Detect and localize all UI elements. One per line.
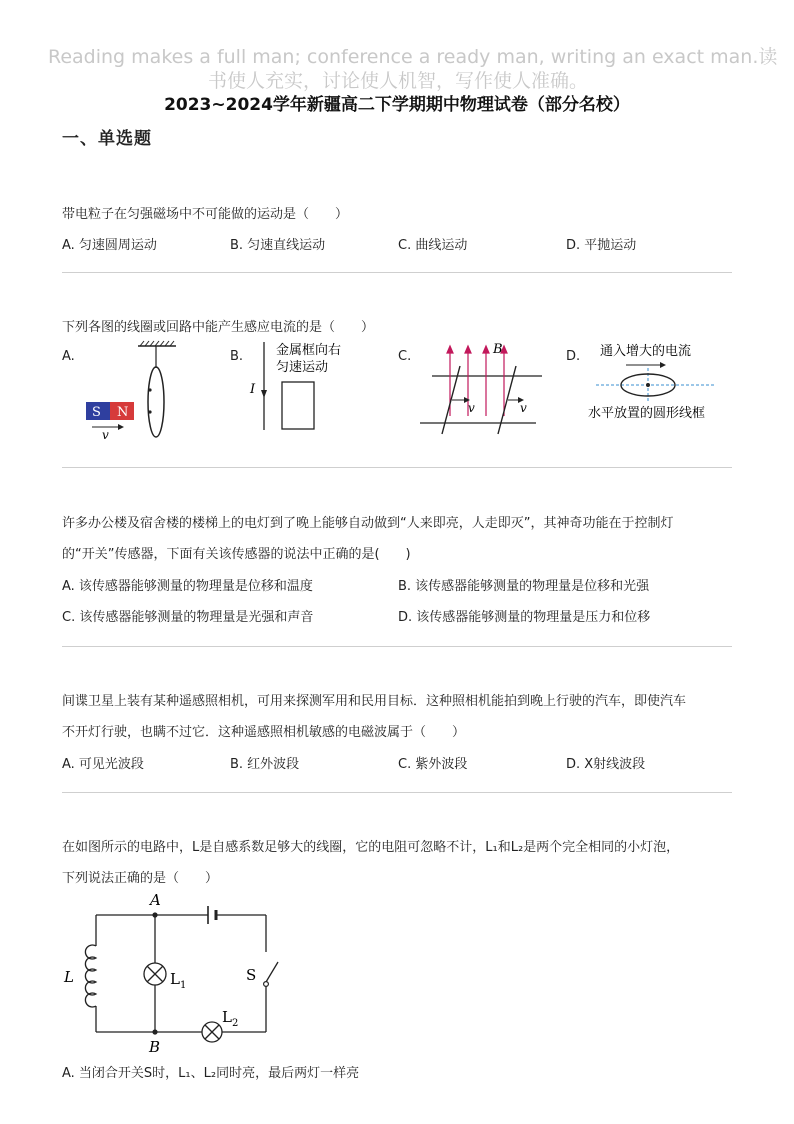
q1-option-a[interactable]: A. 匀速圆周运动	[62, 238, 157, 253]
q2-figure-b	[246, 340, 366, 435]
q3-option-c[interactable]: C. 该传感器能够测量的物理量是光强和声音	[62, 610, 314, 625]
page-title: 2023~2024学年新疆高二下学期期中物理试卷（部分名校）	[164, 95, 630, 115]
q4-stem-line-2: 不开灯行驶，也瞒不过它．这种遥感照相机敏感的电磁波属于（ ）	[62, 725, 466, 740]
q4-stem-line-1: 间谍卫星上装有某种遥感照相机，可用来探测军用和民用目标．这种照相机能拍到晚上行驶的汽车，即使汽车	[62, 694, 687, 709]
switch-s-label: S	[246, 966, 257, 984]
divider	[62, 792, 732, 793]
divider	[62, 272, 732, 273]
q4-option-d[interactable]: D. X射线波段	[566, 757, 646, 772]
q4-option-a[interactable]: A. 可见光波段	[62, 757, 144, 772]
q5-stem-line-2: 下列说法正确的是（ ）	[62, 871, 219, 886]
q5-option-a[interactable]: A. 当闭合开关S时，L₁、L₂同时亮，最后两灯一样亮	[62, 1066, 360, 1081]
q1-option-d[interactable]: D. 平抛运动	[566, 238, 637, 253]
lamp-l2-label: L	[222, 1008, 232, 1026]
q1-stem: 带电粒子在匀强磁场中不可能做的运动是（ ）	[62, 207, 349, 222]
q3-option-d[interactable]: D. 该传感器能够测量的物理量是压力和位移	[398, 610, 651, 625]
watermark-line-1: Reading makes a full man; conference a ready man, writing an exact man.读	[48, 46, 778, 68]
q3-option-b[interactable]: B. 该传感器能够测量的物理量是位移和光强	[398, 579, 650, 594]
fig-d-top-text: 通入增大的电流	[600, 344, 692, 359]
q2-stem: 下列各图的线圈或回路中能产生感应电流的是（ ）	[62, 320, 375, 335]
q2-figure-c	[416, 338, 546, 438]
q4-option-c[interactable]: C. 紫外波段	[398, 757, 468, 772]
magnet-n-label: N	[117, 405, 129, 420]
q2-option-b[interactable]: B.	[230, 349, 244, 364]
q2-option-a[interactable]: A.	[62, 349, 75, 364]
node-b-label: B	[149, 1038, 161, 1055]
q2-option-c[interactable]: C.	[398, 349, 412, 364]
velocity-v2-label: v	[520, 401, 527, 415]
lamp-l1-label: L	[170, 970, 180, 988]
frame-text-1: 金属框向右	[276, 343, 342, 358]
q2-option-d[interactable]: D.	[566, 349, 581, 364]
fig-d-bottom-text: 水平放置的圆形线框	[588, 406, 706, 421]
magnet-s-label: S	[92, 405, 101, 420]
divider	[62, 646, 732, 647]
q1-option-c[interactable]: C. 曲线运动	[398, 238, 468, 253]
q3-option-a[interactable]: A. 该传感器能够测量的物理量是位移和温度	[62, 579, 313, 594]
watermark-line-2: 书使人充实，讨论使人机智，写作使人准确。	[208, 70, 589, 92]
divider	[62, 467, 732, 468]
q3-stem-line-1: 许多办公楼及宿舍楼的楼梯上的电灯到了晚上能够自动做到“人来即亮，人走即灭”，其神奇功能在于控制灯	[62, 516, 674, 531]
node-a-label: A	[150, 891, 161, 909]
lamp-l2-subscript: 2	[232, 1018, 239, 1029]
lamp-l1-subscript: 1	[180, 980, 187, 991]
q5-stem-line-1: 在如图所示的电路中，L是自感系数足够大的线圈，它的电阻可忽略不计，L₁和L₂是两个完全相同的小灯泡，	[62, 840, 680, 855]
q2-figure-d	[586, 340, 726, 425]
q3-stem-line-2: 的“开关”传感器，下面有关该传感器的说法中正确的是( )	[62, 547, 411, 562]
q1-option-b[interactable]: B. 匀速直线运动	[230, 238, 326, 253]
q5-circuit-diagram	[58, 890, 288, 1055]
velocity-v-label: v	[102, 428, 109, 440]
coil-l-label: L	[64, 968, 74, 986]
velocity-v1-label: v	[468, 401, 475, 415]
frame-text-2: 匀速运动	[276, 360, 329, 375]
q2-figure-a	[80, 340, 190, 440]
section-heading: 一、单选题	[62, 129, 152, 149]
field-b-label: B	[493, 342, 503, 357]
q4-option-b[interactable]: B. 红外波段	[230, 757, 300, 772]
current-i-label: I	[250, 382, 256, 397]
